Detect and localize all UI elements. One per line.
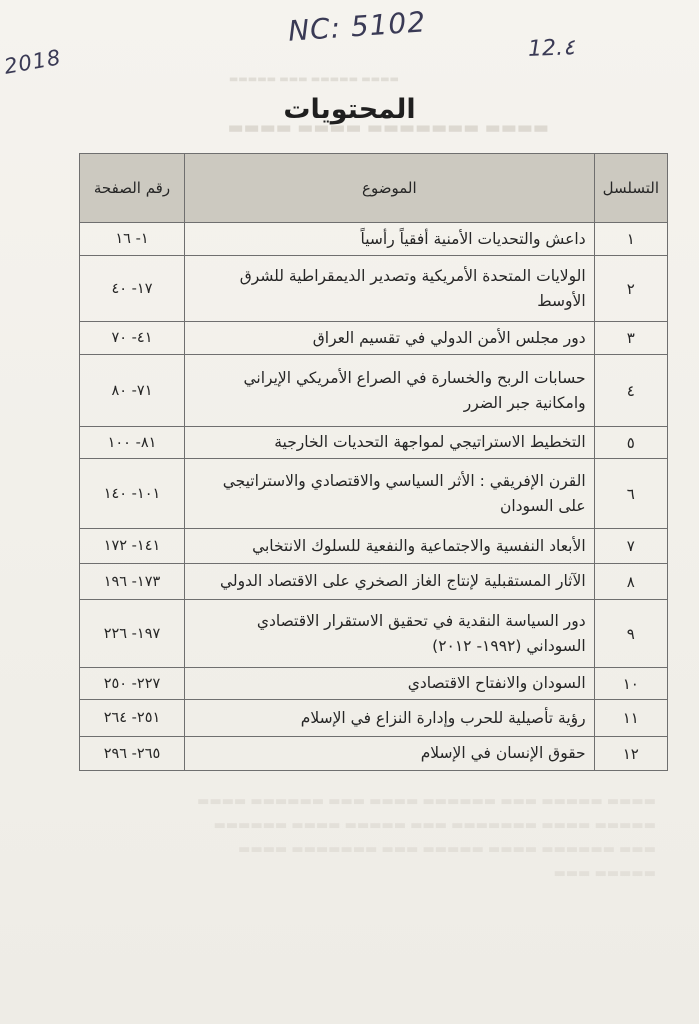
table-row [80, 223, 668, 256]
row-pages: ٤١- ٧٠ [80, 322, 185, 355]
row-topic: الأبعاد النفسية والاجتماعية والنفعية للسلوك الانتخابي [185, 529, 595, 564]
row-topic: دور السياسة النقدية في تحقيق الاستقرار الاقتصادي السوداني (١٩٩٢- ٢٠١٢) [185, 600, 595, 668]
table-row [80, 427, 668, 459]
row-topic: التخطيط الاستراتيجي لمواجهة التحديات الخارجية [185, 427, 595, 459]
table-row [80, 256, 668, 322]
row-topic: القرن الإفريقي : الأثر السياسي والاقتصادي والاستراتيجي على السودان [185, 459, 595, 529]
row-serial: ١١ [594, 700, 667, 737]
row-topic: حسابات الربح والخسارة في الصراع الأمريكي الإيراني وامكانية جبر الضرر [185, 355, 595, 427]
handwritten-code: NC: 5102 [287, 5, 428, 48]
row-serial: ١٢ [594, 737, 667, 771]
row-serial: ٤ [594, 355, 667, 427]
row-pages: ١٩٧- ٢٢٦ [80, 600, 185, 668]
row-pages: ١٧٣- ١٩٦ [80, 564, 185, 600]
row-serial: ٨ [594, 564, 667, 600]
row-topic: دور مجلس الأمن الدولي في تقسيم العراق [185, 322, 595, 355]
row-pages: ١- ١٦ [80, 223, 185, 256]
row-serial: ٩ [594, 600, 667, 668]
page-title: المحتويات [283, 94, 416, 125]
show-through-paragraph: ▬▬▬▬ ▬▬▬▬▬ ▬▬▬ ▬▬▬▬▬▬ ▬▬▬▬ ▬▬▬ ▬▬▬▬▬▬ ▬▬▬▬ ▬▬▬▬▬ ▬▬▬▬ ▬▬▬▬▬▬▬ ▬▬▬ ▬▬▬▬▬ ▬▬▬▬ ▬▬▬▬▬▬ ▬▬▬ ▬▬▬▬▬▬ ▬▬▬▬ ▬▬▬▬▬ ▬▬▬ ▬▬▬▬▬▬▬ ▬▬▬▬ ▬▬▬▬▬ ▬▬▬ [197, 794, 656, 881]
row-topic: الآثار المستقبلية لإنتاج الغاز الصخري على الاقتصاد الدولي [185, 564, 595, 600]
table-row [80, 459, 668, 529]
table-row [80, 600, 668, 668]
table-row [80, 668, 668, 700]
header-pages: رقم الصفحة [80, 154, 185, 223]
row-pages: ٢٢٧- ٢٥٠ [80, 668, 185, 700]
table-row [80, 737, 668, 771]
handwritten-number: 12.٤ [527, 35, 576, 62]
row-topic: حقوق الإنسان في الإسلام [185, 737, 595, 771]
header-topic: الموضوع [185, 154, 595, 223]
row-serial: ٢ [594, 256, 667, 322]
show-through-header: ▬▬▬▬ ▬▬▬▬▬ ▬▬▬ ▬▬▬▬▬ [228, 74, 399, 85]
row-topic: الولايات المتحدة الأمريكية وتصدير الديمقراطية للشرق الأوسط [185, 256, 595, 322]
table-row [80, 700, 668, 737]
row-topic: رؤية تأصيلية للحرب وإدارة النزاع في الإسلام [185, 700, 595, 737]
row-pages: ٨١- ١٠٠ [80, 427, 185, 459]
row-serial: ١ [594, 223, 667, 256]
row-pages: ٢٦٥- ٢٩٦ [80, 737, 185, 771]
row-pages: ١٧- ٤٠ [80, 256, 185, 322]
handwritten-year: 2018 [2, 45, 64, 79]
row-serial: ٧ [594, 529, 667, 564]
table-row [80, 564, 668, 600]
row-pages: ٧١- ٨٠ [80, 355, 185, 427]
row-serial: ٦ [594, 459, 667, 529]
show-through-heading: ▬▬▬▬ ▬▬▬▬▬▬▬ ▬▬▬▬ ▬▬▬▬ [227, 118, 549, 138]
contents-table [79, 153, 668, 771]
row-topic: السودان والانفتاح الاقتصادي [185, 668, 595, 700]
row-serial: ٣ [594, 322, 667, 355]
table-row [80, 529, 668, 564]
row-pages: ١٤١- ١٧٢ [80, 529, 185, 564]
row-serial: ٥ [594, 427, 667, 459]
row-pages: ٢٥١- ٢٦٤ [80, 700, 185, 737]
table-header-row [80, 154, 668, 223]
row-serial: ١٠ [594, 668, 667, 700]
row-topic: داعش والتحديات الأمنية أفقياً رأسياً [185, 223, 595, 256]
row-pages: ١٠١- ١٤٠ [80, 459, 185, 529]
header-serial: التسلسل [594, 154, 667, 223]
table-row [80, 322, 668, 355]
table-row [80, 355, 668, 427]
